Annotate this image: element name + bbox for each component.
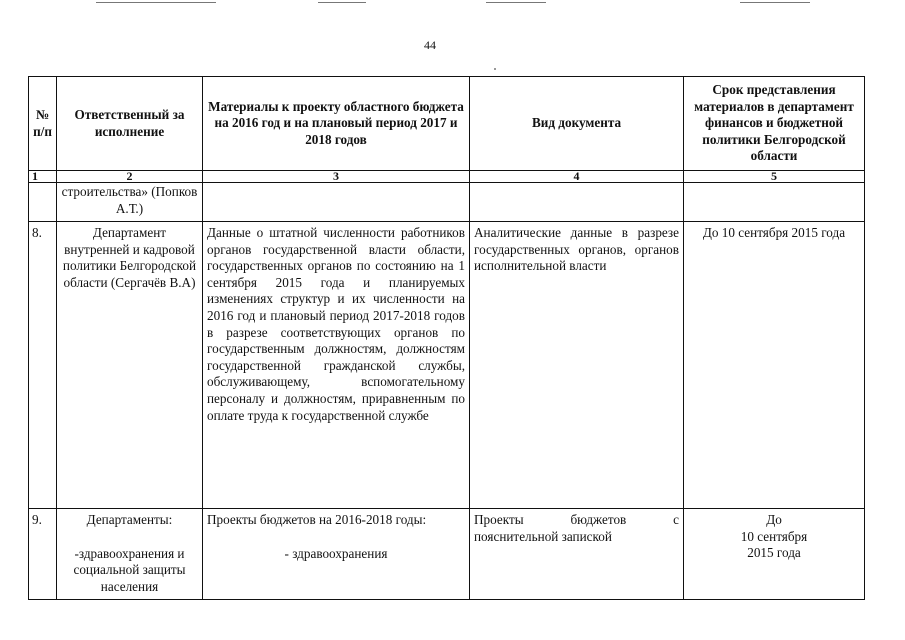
cell-num: 9. xyxy=(29,509,57,600)
cell-deadline: До 10 сентября 2015 года xyxy=(684,222,865,509)
table-row-8 xyxy=(29,222,865,509)
cell-doc-type xyxy=(470,183,684,222)
deadline-line: 10 сентября xyxy=(740,528,808,544)
cell-num: 8. xyxy=(29,222,57,509)
materials-line: Проекты бюджетов на 2016-2018 годы: xyxy=(207,512,427,527)
header-responsible: Ответственный за исполнение xyxy=(57,77,203,171)
responsible-line: -здравоохранения и социальной защиты населения xyxy=(73,545,186,594)
scan-artifact-line xyxy=(486,2,546,3)
deadline-line: 2015 года xyxy=(747,545,801,561)
scan-artifact-line xyxy=(318,2,366,3)
responsible-line: Департаменты: xyxy=(86,512,173,527)
column-number: 5 xyxy=(684,171,865,183)
header-num: № п/п xyxy=(29,77,57,171)
materials-line: - здравоохранения xyxy=(284,545,388,561)
header-materials: Материалы к проекту областного бюджета на 2016 год и на плановый период 2017 и 2018 годов xyxy=(203,77,470,171)
cell-responsible: строительства» (Попков А.Т.) xyxy=(57,183,203,222)
deadline-line: До xyxy=(766,512,782,527)
cell-doc-type: Аналитические данные в разрезе государственных органов, органов исполнительной власти xyxy=(470,222,684,509)
scan-artifact-line xyxy=(96,2,216,3)
cell-materials xyxy=(203,509,470,600)
budget-materials-table xyxy=(28,76,865,600)
spacer xyxy=(61,529,198,546)
column-number-row xyxy=(29,171,865,183)
column-number: 3 xyxy=(203,171,470,183)
table-row-continuation xyxy=(29,183,865,222)
column-number: 1 xyxy=(29,171,57,183)
spacer xyxy=(207,529,465,546)
cell-deadline xyxy=(684,509,865,600)
table-header-row xyxy=(29,77,865,171)
header-deadline: Срок представления материалов в департамент финансов и бюджетной политики Белгородской области xyxy=(684,77,865,171)
scan-artifact-line xyxy=(740,2,810,3)
cell-deadline xyxy=(684,183,865,222)
column-number: 2 xyxy=(57,171,203,183)
cell-materials: Данные о штатной численности работников органов государственной власти области, государственных органов по состоянию на 1 сентября 2015 года и планируемых изменениях структур и их численности на 2016 год и плановый период 2017-2018 годов в разрезе соответствующих органов по государственным должностям, должностям государственной гражданской службы, обслуживающему, вспомогательному персоналу и должностям, приравненным по оплате труда к государственной службе xyxy=(203,222,470,509)
cell-doc-type: Проекты бюджетов с пояснительной запиской xyxy=(470,509,684,600)
cell-responsible: Департамент внутренней и кадровой политики Белгородской области (Сергачёв В.А) xyxy=(57,222,203,509)
cell-responsible xyxy=(57,509,203,600)
cell-materials xyxy=(203,183,470,222)
table-row-9 xyxy=(29,509,865,600)
scan-artifact-dot xyxy=(494,68,496,70)
column-number: 4 xyxy=(470,171,684,183)
header-doc-type: Вид документа xyxy=(470,77,684,171)
cell-num xyxy=(29,183,57,222)
page-number: 44 xyxy=(424,38,436,52)
